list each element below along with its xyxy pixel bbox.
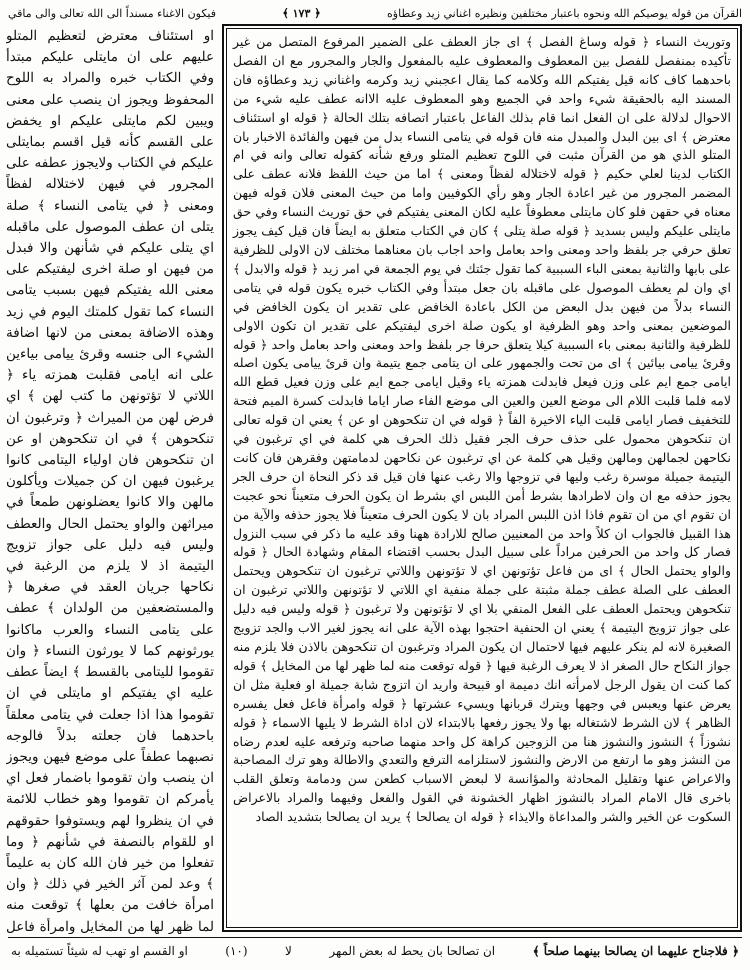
page-footer [8, 937, 742, 964]
footer-quran-marker: ﴿ فلاجناح عليهما ان يصالحا بينهما صلحاً ﴾ [532, 944, 739, 958]
header-right-text: القرآن من قوله يوصيكم الله ونحوه باعتبار مختلفين ونظيره اغناني زيد وعطاؤه [387, 6, 742, 20]
side-tafsir-text: او استئناف معترض لتعظيم المتلو عليهم على ان مايتلى عليكم مبتدأ وفي الكتاب خبره والمراد به اللوح المحفوظ ويجوز ان ينصب على معنى ويبين لكم مايتلى عليكم او يخفض على القسم كأنه قيل اقسم بمايتلى عليكم في الكتاب ولايجوز عطفه على المجرور في فيهن لاختلاله لفظاً ومعنى ﴿ في يتامى النساء ﴾ صلة يتلى ان عطف الموصول على ماقبله اي يتلى عليكم في شأنهن والا فبدل من فيهن او صلة اخرى ليفتيكم على معنى الله يفتيكم فيهن بسبب يتامى النساء كما تقول كلمتك اليوم في زيد وهذه الاضافة بمعنى من لانها اضافة الشيء الى جنسه وقرئ ييامى بياءين على انه ايامى فقلبت همزته ياء ﴿ اللاتي لا تؤتونهن ما كتب لهن ﴾ اي فرض لهن من الميراث ﴿ وترغبون ان تنكحوهن ﴾ في ان تنكحوهن او عن ان تنكحوهن فان اولياء اليتامى كانوا يرغبون فيهن ان كن جميلات ويأكلون مالهن والا كانوا يعضلونهن طمعاً في ميراثهن والواو يحتمل الحال والعطف وليس فيه دليل على جواز تزويج اليتيمة اذ لا يلزم من الرغبة في نكاحها جريان العقد في صغرها ﴿ والمستضعفين من الولدان ﴾ عطف على يتامى النساء والعرب ماكانوا يورثونهم كما لا يورثون النساء ﴿ وان تقوموا لليتامى بالقسط ﴾ ايضاً عطف عليه اي يفتيكم او مايتلى في ان تقوموا هذا اذا جعلت في يتامى معلقاً باحدهما فان جعلته بدلاً فالوجه نصبهما عطفاً على موضع فيهن ويجوز ان ينصب وان تقوموا باضمار فعل اي يأمركم ان تقوموا وهو خطاب للائمة في ان ينظروا لهم ويستوفوا حقوقهم او للقوام بالنصفة في شأنهم ﴿ وما تفعلوا من خير فان الله كان به عليماً ﴾ وعد لمن آثر الخير في ذلك ﴿ وان امرأة خافت من بعلها ﴾ توقعت منه لما ظهر لها من المخايل وامرأة فاعل [6, 28, 214, 934]
main-commentary-frame [226, 28, 738, 928]
page-header [8, 4, 742, 22]
footer-right-text: ان تصالحا بان يحط له بعض المهر [329, 944, 496, 958]
header-left-text: فيكون الاغناء مسنداً الى الله تعالى والى ماقي [8, 6, 216, 20]
side-tafsir-column [6, 26, 214, 934]
footer-left-text: او القسم او تهب له شيئاً تستميله به [11, 944, 188, 958]
main-commentary-text: وتوريث النساء ﴿ قوله وساغ الفصل ﴾ اى جاز العطف على الضمير المرفوع المتصل من غير تأكيده بمنفصل للفصل بين المعطوف والمعطوف عليه بالمفعول والجار والمجرور مع ان الفصل باحدهما كاف كانه قيل يفتيكم الله وكلامه كما يقال اعجبني زيد وكرمه واغناني زيد وعطاؤه فان المسند اليه بالحقيقة شيء واحد في الجميع وهو المعطوف عليه الاانه عطف عليه شيء من الاحوال لدلالة على ان الفعل انما قام بذلك الفاعل باعتبار اتصافه بتلك الحالة ﴿ قوله او استئناف معترض ﴾ اى بين البدل والمبدل منه فان قوله في يتامى النساء بدل من فيهن والفائدة الاخبار بان المتلو الذي هو من القرآن مثبت في اللوح تعظيم المتلو ورفع شأنه كقوله تعالى وانه في ام الكتاب لدينا لعلي حكيم ﴿ قوله لاختلاله لفظاً ومعنى ﴾ اما من حيث اللفظ فلانه عطف على المضمر المجرور من غير اعادة الجار وهو رأي الكوفيين واما من حيث المعنى فلان قوله فيهن معناه في حقهن فلو كان مايتلى معطوفاً عليه لكان المعنى يفتيكم في حق توريث النساء وفي حق مايتلى عليكم وليس بسديد ﴿ قوله صلة يتلى ﴾ كان في الكتاب متعلق به ايضاً فان قيل كيف يجوز تعلق حرفي جر بلفظ واحد ومعنى واحد بعامل واحد اجاب بان معناهما مختلف لان الاولى للظرفية على بابها والثانية بمعنى الباء السببية كما تقول جئتك في يوم الجمعة في امر زيد ﴿ قوله والابدل ﴾ اي وان لم يعطف الموصول على ماقبله بان جعل مبتدأ وفي الكتاب خبره يكون قوله في يتامى النساء بدلاً من فيهن بدل البعض من الكل باعادة الخافض على تقدير ان يكون الخافض في الموضعين بمعنى واحد وهو الظرفية او يكون صلة اخرى ليفتيكم على تقدير ان تكون الاولى للظرفية والثانية بمعنى باء السببية كيلا يتعلق حرفا جر بلفظ واحد ومعنى واحد بعامل واحد ﴿ قوله وقرئ ييامى بيائين ﴾ اى من تحت والجمهور على ان يتامى جمع يتيمة وان قرئ ييامى يكون اصله ايامى جمع ايم على وزن فيعل فابدلت همزته ياء وقيل ايامى جمع ايم على وزن فعيل قطع الله لامه فلما قلبت اللام الى موضع العين والعين الى موضع الفاء صار اياما فابدلت كسرة الميم فتحة للتخفيف فصار ايامى قلبت الياء الاخيرة الفاً ﴿ قوله في ان تنكحوهن او عن ﴾ يعني ان قوله تعالى ان تنكحوهن محمول على حذف حرف الجر فقيل ذلك الحرف هي كلمة في اي ترغبون في نكاحهن لجمالهن ومالهن وقيل هي كلمة عن اي ترغبون عن نكاحهن لدمامتهن وفقرهن فان كانت اليتيمة جميلة موسرة رغب وليها في تزوجها والا رغب عنها فان قيل قد ذكر النحاة ان حرف الجر يجوز حذفه مع ان وان لاطرادها بشرط أمن اللبس اي بشرط ان يكون الحرف متعيناً نحو عجبت ان تقوم اي من ان تقوم فاذا اذن اللبس المراد بان لا يكون الحرف متعيناً فلا يجوز حذفه والآية من هذا القبيل فالجواب ان كلاً واحد من المعنيين صالح للارادة ههنا وقد عليه ما ذكر في سبب النزول فصار كل واحد من الحرفين مراداً على سبيل البدل بحسب اقتضاء المقام وشهادة الحال ﴿ قوله والواو يحتمل الحال ﴾ اى من فاعل تؤتونهن اي لا تؤتونهن واللاتي ترغبون ان تنكحوهن ويحتمل العطف على الصلة عطف جملة مثبتة على جملة منفية اي اللاتي لا تؤتونهن واللاتي ترغبون ان تنكحوهن ويحتمل العطف على الفعل المنفي بلا اي لا تؤتونهن ولا ترغبون ﴿ قوله وليس فيه دليل على جواز تزويج اليتيمة ﴾ يعني ان الحنفية احتجوا بهذه الآية على انه يجوز لغير الاب والجد تزويج الصغيرة لانه لم ينكر عليهم فيها لاحتمال ان يكون المراد وترغبون ان تنكحوهن بالاذن فلا يلزم منه جواز النكاح حال الصغر اذ لا يعرف الرغبة فيها ﴿ قوله توقعت منه لما ظهر لها من المخايل ﴾ قوله كما كنت ان يقول الرجل لامرأته انك دميمة او قبيحة واريد ان اتزوج شابة جميلة او فعلية مثل ان يعرض عنها ويعبس في وجهها ويترك قربانها ويسيء عشرتها ﴿ قوله وامرأة فاعل فعل يفسره الظاهر ﴾ لان الشرط لاشتغاله بها ولا يجوز رفعها بالابتداء لان اداة الشرط لا يليها الاسماء ﴿ قوله نشوزاً ﴾ النشوز والنشوز هنا من الزوجين كراهة كل واحد منهما صاحبه وترفعه عليه لعدم رضاه من النشز وهو ما ارتفع من الارض والنشوز لاستلزامه الترفع والتعدي والاطالة وهو ترك المصاحبة والاعراض عنها وتقليل المحادثة والمؤانسة لا لبعض الاسباب كطعن سن ودمامة وتعلق القلب باخرى قال الامام المراد بالنشوز اظهار الخشونة في القول والفعل وفيهما والمراد بالاعراض السكوت عن الخير والشر والمداعاة والايذاء ﴿ قوله ان يصالحا ﴾ يريد ان يصالحا بتشديد الصاد [233, 34, 731, 825]
page-number: ﴿ ١٧٣ ﴾ [282, 6, 321, 20]
footer-mark: لا [285, 944, 292, 958]
footer-number: (١٠) [225, 944, 248, 958]
